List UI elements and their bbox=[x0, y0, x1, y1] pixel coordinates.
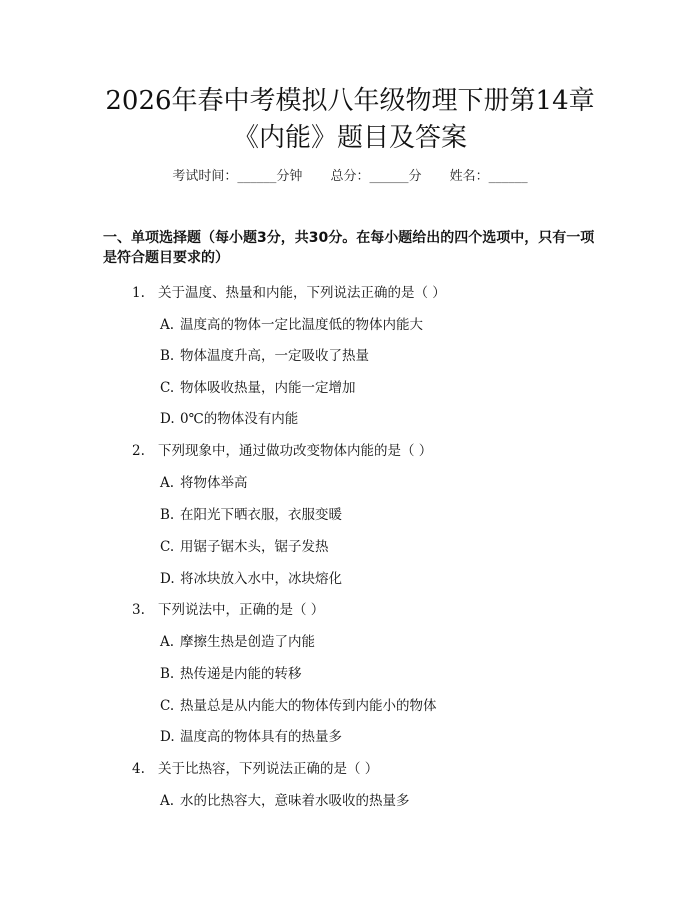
q2-option-a bbox=[160, 473, 248, 493]
q1-option-d bbox=[160, 409, 298, 429]
option-letter: C. bbox=[160, 380, 175, 396]
question-text: 下列现象中，通过做功改变物体内能的是（ ） bbox=[158, 443, 433, 459]
option-letter: A. bbox=[160, 793, 175, 809]
option-letter: D. bbox=[160, 571, 175, 587]
option-letter: A. bbox=[160, 317, 175, 333]
option-text: 温度高的物体一定比温度低的物体内能大 bbox=[180, 317, 423, 333]
question-number: 3. bbox=[132, 602, 145, 618]
option-letter: C. bbox=[160, 539, 175, 555]
option-letter: A. bbox=[160, 475, 175, 491]
document-title-line-1: 2026年春中考模拟八年级物理下册第14章 bbox=[105, 86, 595, 116]
option-text: 将物体举高 bbox=[180, 475, 248, 491]
q1-option-a bbox=[160, 315, 423, 335]
question-number: 4. bbox=[132, 761, 145, 777]
question-number: 1. bbox=[132, 285, 145, 301]
document-title-line-2: 《内能》题目及答案 bbox=[232, 123, 467, 153]
option-text: 温度高的物体具有的热量多 bbox=[180, 729, 342, 745]
q2-option-c bbox=[160, 537, 329, 557]
exam-time-field: 考试时间：______分钟 bbox=[172, 169, 303, 184]
question-1 bbox=[132, 283, 446, 303]
q3-option-d bbox=[160, 727, 342, 747]
q1-option-b bbox=[160, 346, 369, 366]
question-2 bbox=[132, 441, 432, 461]
option-letter: A. bbox=[160, 634, 175, 650]
question-text: 下列说法中，正确的是（ ） bbox=[158, 602, 325, 618]
option-letter: D. bbox=[160, 411, 175, 427]
section-heading-single-choice: 一、单项选择题（每小题3分，共30分。在每小题给出的四个选项中，只有一项是符合题目要求的） bbox=[103, 230, 595, 266]
option-text: 在阳光下晒衣服，衣服变暖 bbox=[180, 507, 342, 523]
q3-option-b bbox=[160, 664, 302, 684]
question-text: 关于温度、热量和内能，下列说法正确的是（ ） bbox=[158, 285, 446, 301]
option-text: 水的比热容大，意味着水吸收的热量多 bbox=[180, 793, 410, 809]
q2-option-d bbox=[160, 569, 342, 589]
question-3 bbox=[132, 600, 324, 620]
question-number: 2. bbox=[132, 443, 145, 459]
student-name-field: 姓名：______ bbox=[449, 169, 528, 184]
option-letter: D. bbox=[160, 729, 175, 745]
question-4 bbox=[132, 759, 378, 779]
option-text: 热量总是从内能大的物体传到内能小的物体 bbox=[180, 698, 437, 714]
option-text: 将冰块放入水中，冰块熔化 bbox=[180, 571, 342, 587]
q3-option-a bbox=[160, 632, 315, 652]
option-text: 摩擦生热是创造了内能 bbox=[180, 634, 315, 650]
total-score-field: 总分：______分 bbox=[330, 169, 422, 184]
option-letter: B. bbox=[160, 666, 175, 682]
question-text: 关于比热容，下列说法正确的是（ ） bbox=[158, 761, 379, 777]
q1-option-c bbox=[160, 378, 356, 398]
q3-option-c bbox=[160, 696, 437, 716]
option-text: 0℃的物体没有内能 bbox=[180, 411, 299, 427]
option-text: 物体温度升高，一定吸收了热量 bbox=[180, 348, 369, 364]
option-text: 物体吸收热量，内能一定增加 bbox=[180, 380, 356, 396]
option-letter: B. bbox=[160, 348, 175, 364]
exam-info-line bbox=[0, 168, 700, 186]
option-letter: C. bbox=[160, 698, 175, 714]
option-text: 热传递是内能的转移 bbox=[180, 666, 302, 682]
q2-option-b bbox=[160, 505, 342, 525]
option-text: 用锯子锯木头，锯子发热 bbox=[180, 539, 329, 555]
q4-option-a bbox=[160, 791, 410, 811]
option-letter: B. bbox=[160, 507, 175, 523]
